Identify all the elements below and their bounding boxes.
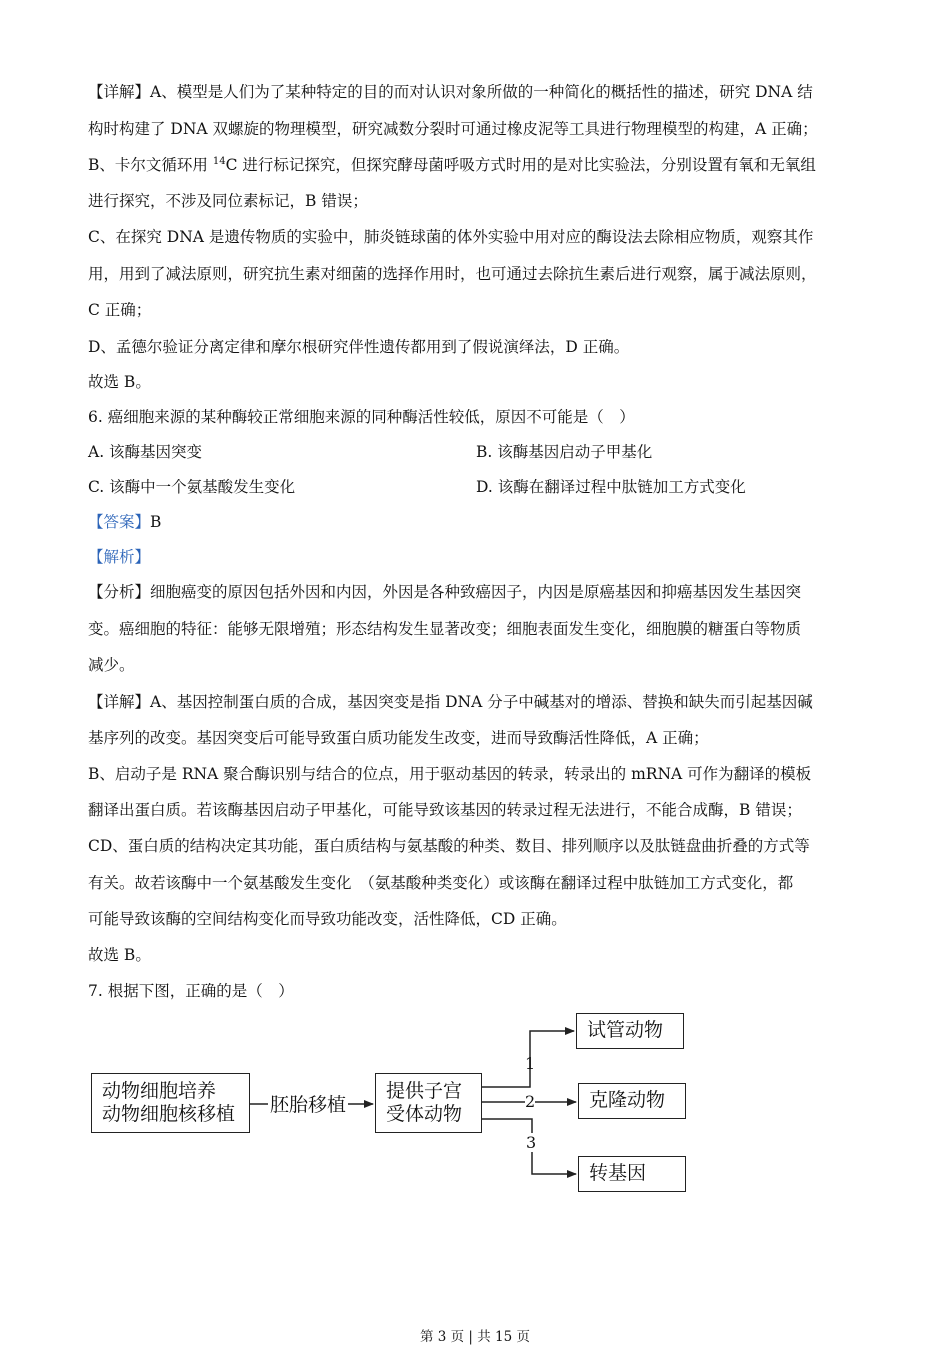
text-line: 故选 B。 xyxy=(88,946,151,964)
text-line: 构时构建了 DNA 双螺旋的物理模型，研究减数分裂时可通过橡皮泥等工具进行物理模型的构建，A 正确； xyxy=(88,120,818,138)
text-line: 用，用到了减法原则，研究抗生素对细菌的选择作用时，也可通过去除抗生素后进行观察，属于减法原则， xyxy=(88,265,817,283)
text-line: 有关。故若该酶中一个氨基酸发生变化 （氨基酸种类变化）或该酶在翻译过程中肽链加工方式变化，都 xyxy=(88,874,794,892)
text-line: 可能导致该酶的空间结构变化而导致功能改变，活性降低，CD 正确。 xyxy=(88,910,567,928)
text-line: 【详解】A、基因控制蛋白质的合成，基因突变是指 DNA 分子中碱基对的增添、替换和缺失而引起基因碱 xyxy=(88,693,813,711)
answer-value: B xyxy=(150,513,162,531)
text-line: 基序列的改变。基因突变后可能导致蛋白质功能发生改变，进而导致酶活性降低，A 正确； xyxy=(88,729,709,747)
answer-line xyxy=(88,512,161,532)
box-surrogate: 提供子宫 受体动物 xyxy=(375,1073,482,1133)
text-line: 【详解】A、模型是人们为了某种特定的目的而对认识对象所做的一种简化的概括性的描述，研究 DNA 结 xyxy=(88,83,813,101)
box-transgenic: 转基因 xyxy=(578,1156,686,1192)
box-cell-techniques: 动物细胞培养 动物细胞核移植 xyxy=(91,1073,250,1133)
text-line: D、孟德尔验证分离定律和摩尔根研究伴性遗传都用到了假说演绎法，D 正确。 xyxy=(88,338,630,356)
answer-tag: 【答案】 xyxy=(88,513,151,531)
option-c: C. 该酶中一个氨基酸发生变化 xyxy=(88,478,296,496)
question-7-stem: 7. 根据下图，正确的是（ ） xyxy=(88,982,294,1000)
text-line: 故选 B。 xyxy=(88,373,151,391)
text-line: B、卡尔文循环用 $^{14}$C 进行标记探究，但探究酵母菌呼吸方式时用的是对比实验法，分别设置有氧和无氧组 xyxy=(88,156,816,174)
branch-label-3: 3 xyxy=(526,1133,537,1152)
text-line: 减少。 xyxy=(88,656,135,674)
text-line: 进行探究，不涉及同位素标记，B 错误； xyxy=(88,192,368,210)
page-footer: 第 3 页 | 共 15 页 xyxy=(419,1329,531,1345)
text-line: 【分析】细胞癌变的原因包括外因和内因，外因是各种致癌因子，内因是原癌基因和抑癌基因发生基因突 xyxy=(88,583,802,601)
option-d: D. 该酶在翻译过程中肽链加工方式变化 xyxy=(476,478,746,496)
text-line: 变。癌细胞的特征：能够无限增殖；形态结构发生显著改变；细胞表面发生变化，细胞膜的糖蛋白等物质 xyxy=(88,620,802,638)
text-line: 翻译出蛋白质。若该酶基因启动子甲基化，可能导致该基因的转录过程无法进行，不能合成酶，B 错误； xyxy=(88,801,802,819)
label-embryo-transfer: 胚胎移植 xyxy=(268,1090,348,1117)
option-a: A. 该酶基因突变 xyxy=(88,443,203,461)
text-line: C 正确； xyxy=(88,301,152,319)
box-test-tube-animal: 试管动物 xyxy=(576,1013,684,1049)
text-line: CD、蛋白质的结构决定其功能，蛋白质结构与氨基酸的种类、数目、排列顺序以及肽链盘曲折叠的方式等 xyxy=(88,837,810,855)
analysis-tag: 【解析】 xyxy=(88,548,151,566)
text-line: B、启动子是 RNA 聚合酶识别与结合的位点，用于驱动基因的转录，转录出的 mRNA 可作为翻译的模板 xyxy=(88,765,812,783)
box-cloned-animal: 克隆动物 xyxy=(578,1083,686,1119)
question-6-stem: 6. 癌细胞来源的某种酶较正常细胞来源的同种酶活性较低，原因不可能是（ ） xyxy=(88,408,635,426)
branch-label-1: 1 xyxy=(525,1054,536,1073)
option-b: B. 该酶基因启动子甲基化 xyxy=(476,443,653,461)
branch-label-2: 2 xyxy=(525,1092,536,1111)
text-line: C、在探究 DNA 是遗传物质的实验中，肺炎链球菌的体外实验中用对应的酶设法去除相应物质，观察其作 xyxy=(88,228,814,246)
